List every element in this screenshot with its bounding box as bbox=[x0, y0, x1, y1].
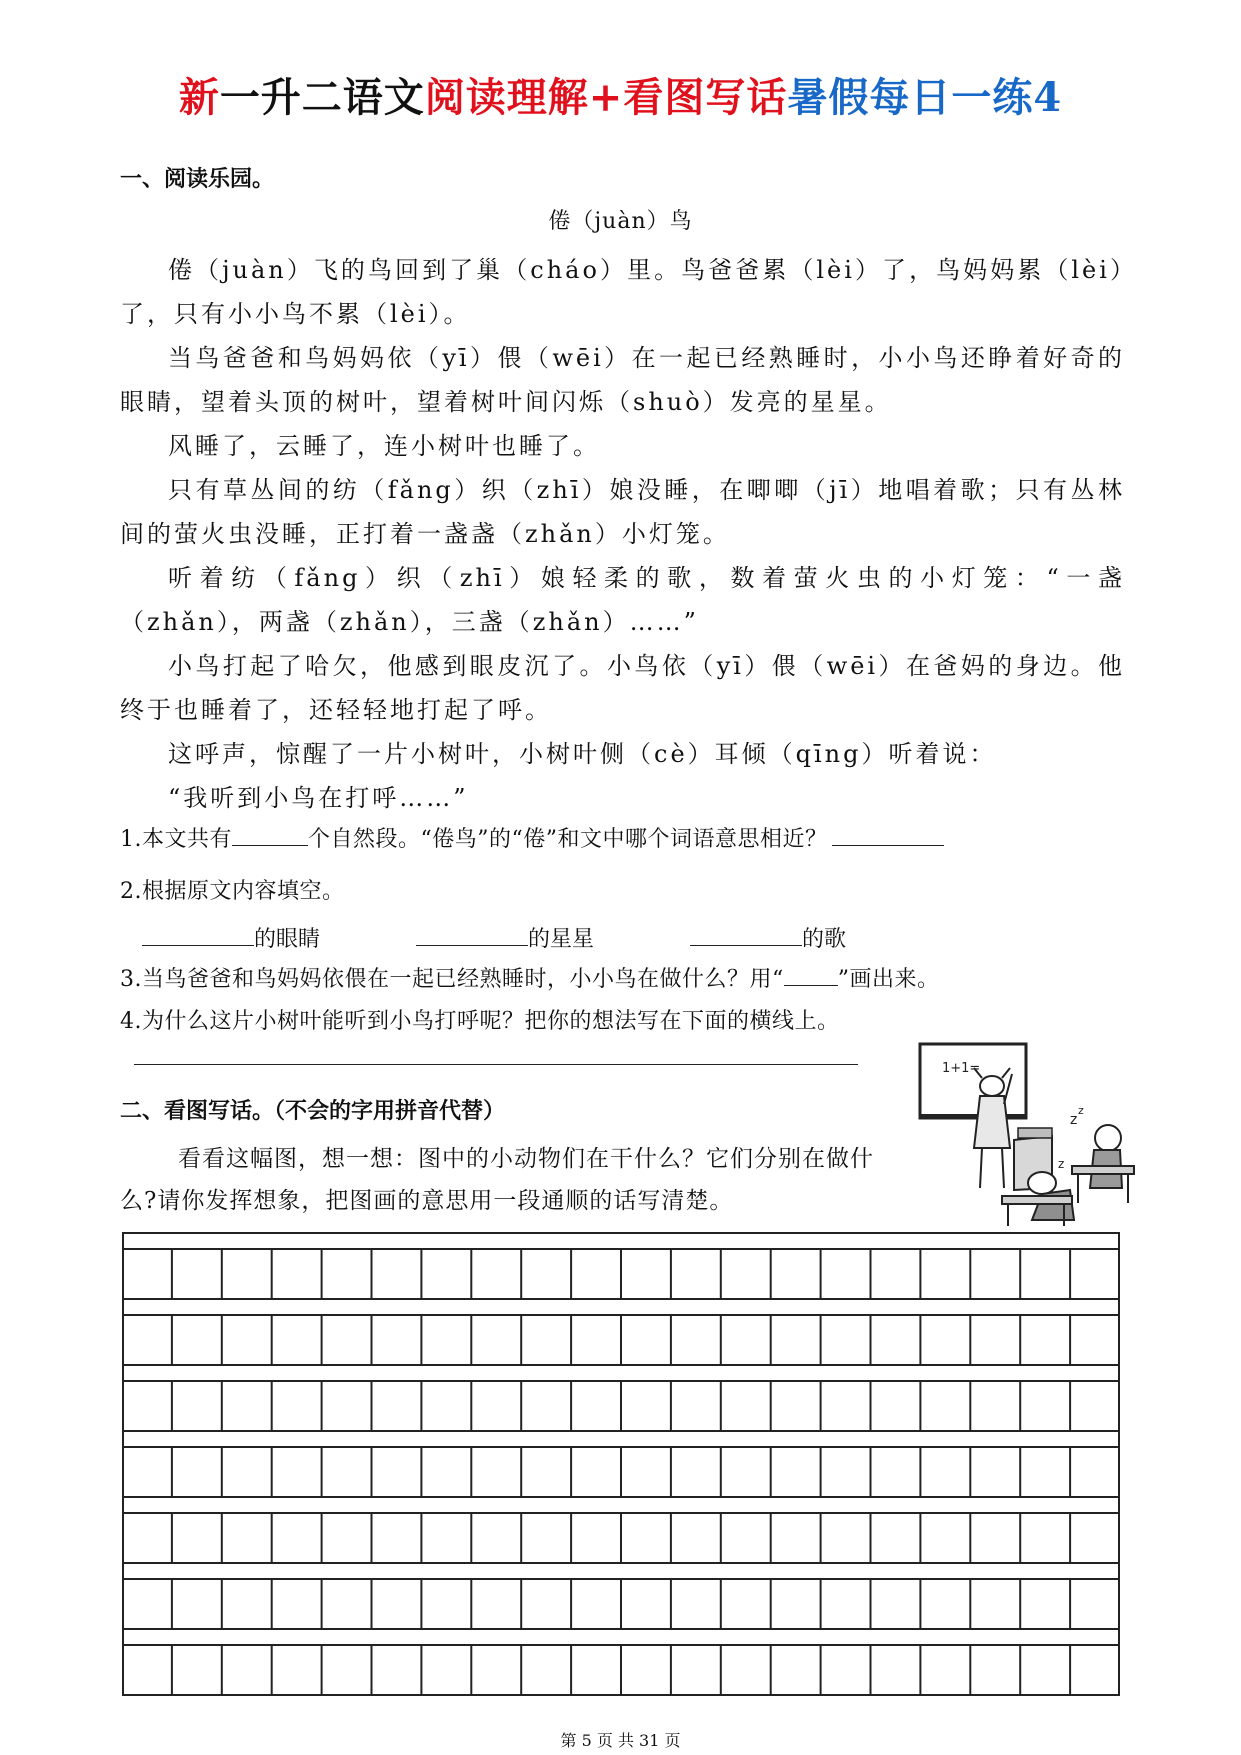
snore-z-icon: z bbox=[1078, 1104, 1084, 1117]
question-3-start: 3.当鸟爸爸和鸟妈妈依偎在一起已经熟睡时，小小鸟在做什么？用“ bbox=[120, 967, 784, 992]
fill-label-eyes: 的眼睛 bbox=[254, 927, 321, 952]
question-3 bbox=[120, 962, 940, 993]
underline-sample bbox=[784, 963, 838, 986]
story-title: 倦（juàn）鸟 bbox=[548, 209, 693, 234]
title-part-1: 新 bbox=[178, 74, 220, 121]
eyes-blank[interactable] bbox=[142, 923, 254, 946]
story-paragraph-7: 这呼声，惊醒了一片小树叶，小树叶侧（cè）耳倾（qīng）听着说： bbox=[168, 740, 997, 768]
sleeping-animal bbox=[1002, 1172, 1074, 1226]
section-1-heading: 一、阅读乐园。 bbox=[120, 166, 275, 192]
similar-word-blank[interactable] bbox=[832, 823, 944, 846]
question-3-end: ”画出来。 bbox=[837, 967, 940, 992]
question-4: 4.为什么这片小树叶能听到小鸟打呼呢？把你的想法写在下面的横线上。 bbox=[120, 1009, 840, 1034]
story-paragraph-1: 倦（juàn）飞的鸟回到了巢（cháo）里。鸟爸爸累（lèi）了，鸟妈妈累（lèi）了，只有小小鸟不累（lèi）。 bbox=[120, 256, 1125, 328]
story-text bbox=[120, 248, 1125, 820]
song-blank[interactable] bbox=[690, 923, 802, 946]
question-2: 2.根据原文内容填空。 bbox=[120, 879, 345, 904]
snore-z-icon: z bbox=[1070, 1112, 1078, 1128]
page-footer: 第 5 页 共 31 页 bbox=[560, 1731, 681, 1750]
section-2-heading: 二、看图写话。（不会的字用拼音代替） bbox=[120, 1098, 506, 1124]
story-paragraph-4: 只有草丛间的纺（fǎng）织（zhī）娘没睡，在唧唧（jī）地唱着歌；只有丛林间的萤火虫没睡，正打着一盏盏（zhǎn）小灯笼。 bbox=[120, 476, 1125, 548]
fill-label-stars: 的星星 bbox=[528, 927, 595, 952]
fill-in-row bbox=[142, 922, 964, 953]
stars-blank[interactable] bbox=[416, 923, 528, 946]
fill-label-song: 的歌 bbox=[802, 927, 847, 952]
story-paragraph-5: 听着纺（fǎng）织（zhī）娘轻柔的歌，数着萤火虫的小灯笼：“一盏（zhǎn），两盏（zhǎn），三盏（zhǎn）……” bbox=[120, 564, 1125, 636]
question-4-answer-line[interactable] bbox=[134, 1064, 858, 1065]
snore-z-icon: z bbox=[1058, 1157, 1065, 1171]
question-1-start: 1.本文共有 bbox=[120, 827, 232, 852]
writing-prompt bbox=[120, 1138, 910, 1222]
question-1-end: 个自然段。“倦鸟”的“倦”和文中哪个词语意思相近？ bbox=[308, 827, 828, 852]
title-part-2: 一升二语文 bbox=[219, 74, 425, 121]
writing-prompt-text: 看看这幅图，想一想：图中的小动物们在干什么？它们分别在做什么?请你发挥想象，把图画的意思用一段通顺的话写清楚。 bbox=[120, 1146, 874, 1214]
writing-grid[interactable] bbox=[122, 1232, 1120, 1700]
blackboard-text: 1+1= bbox=[942, 1061, 981, 1076]
sleeping-monkey bbox=[1072, 1125, 1134, 1203]
story-paragraph-3: 风睡了，云睡了，连小树叶也睡了。 bbox=[168, 432, 600, 460]
story-paragraph-2: 当鸟爸爸和鸟妈妈依（yī）偎（wēi）在一起已经熟睡时，小小鸟还睁着好奇的眼睛，望着头顶的树叶，望着树叶间闪烁（shuò）发亮的星星。 bbox=[120, 344, 1125, 416]
classroom-illustration bbox=[902, 1038, 1157, 1228]
paragraph-count-blank[interactable] bbox=[232, 823, 308, 846]
story-paragraph-8: “我听到小鸟在打呼……” bbox=[168, 784, 469, 812]
story-paragraph-6: 小鸟打起了哈欠，他感到眼皮沉了。小鸟依（yī）偎（wēi）在爸妈的身边。他终于也睡着了，还轻轻地打起了呼。 bbox=[120, 652, 1125, 724]
question-1 bbox=[120, 822, 944, 853]
page-title bbox=[0, 66, 1241, 123]
title-part-4: 暑假每日一练4 bbox=[787, 74, 1063, 121]
title-part-3: 阅读理解+看图写话 bbox=[424, 74, 788, 121]
